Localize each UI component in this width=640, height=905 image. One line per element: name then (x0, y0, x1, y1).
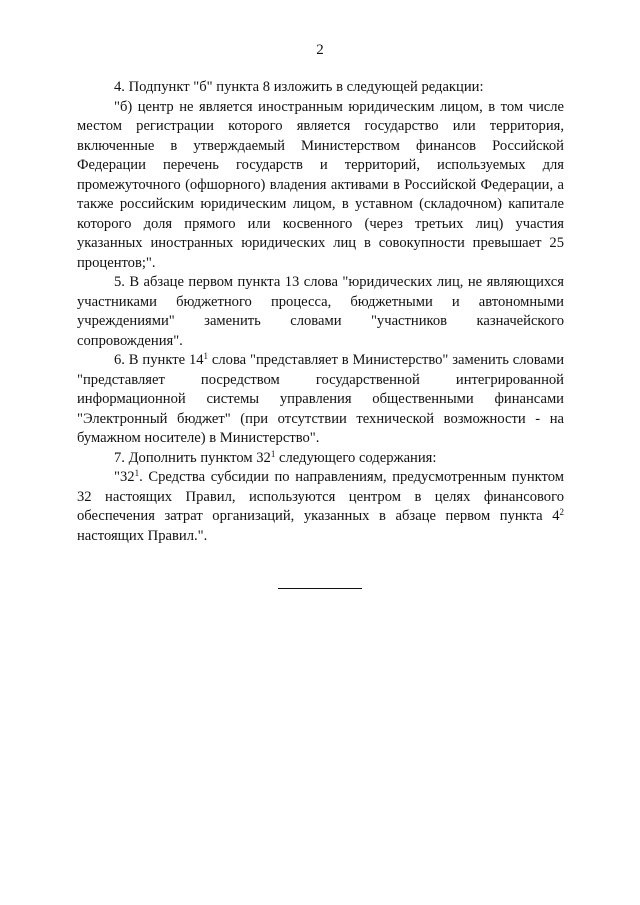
paragraph-item-7 (77, 449, 564, 469)
superscript-number: 1 (270, 448, 276, 459)
page-number: 2 (316, 42, 324, 58)
quoted-paragraph-end: настоящих Правил.". (77, 527, 208, 544)
paragraph-item-6-start: 6. В пункте 14 (114, 352, 204, 368)
superscript-number: 2 (559, 507, 564, 517)
quoted-paragraph-start: "32 (114, 469, 135, 485)
superscript-number: 1 (134, 468, 140, 478)
paragraph-item-5: 5. В абзаце первом пункта 13 слова "юридических лиц, не являющихся участниками бюджетного процесса, бюджетными и автономными учреждениями" заменить словами "участников казначейского сопровождения". (77, 274, 564, 349)
quoted-paragraph-32-1 (77, 468, 564, 546)
document-end-line (278, 588, 362, 589)
superscript-number: 1 (203, 351, 209, 361)
quoted-subparagraph-b: "б) центр не является иностранным юридическим лицом, в том числе местом регистрации которого является государство или территория, включенные в утверждаемый Министерством финансов Российской Федерации перечень государств и территорий, используемых для промежуточного (офшорного) владения активами в Российской Федерации, а также российским юридическим лицом, в уставном (складочном) капитале которого доля прямого или косвенного (через третьих лиц) участия указанных иностранных юридических лиц в совокупности превышает 25 процентов;". (77, 98, 564, 271)
paragraph-item-6 (77, 351, 564, 449)
quoted-paragraph-middle: . Средства субсидии по направлениям, предусмотренным пунктом 32 настоящих Правил, используются центром в целях финансового обеспечения затрат организаций, указанных в абзаце первом пункта 4 (77, 469, 564, 524)
paragraph-item-7-start: 7. Дополнить пунктом 32 (114, 449, 271, 466)
paragraph-item-4: 4. Подпункт "б" пункта 8 изложить в следующей редакции: (114, 79, 484, 95)
paragraph-item-7-rest: следующего содержания: (275, 449, 437, 466)
document-body (77, 78, 564, 546)
paragraph-item-6-rest: слова "представляет в Министерство" заменить словами "представляет посредством государственной интегрированной информационной системы управления общественными финансами "Электронный бюджет" (при отсутствии технической возможности - на бумажном носителе) в Министерство". (77, 352, 565, 446)
